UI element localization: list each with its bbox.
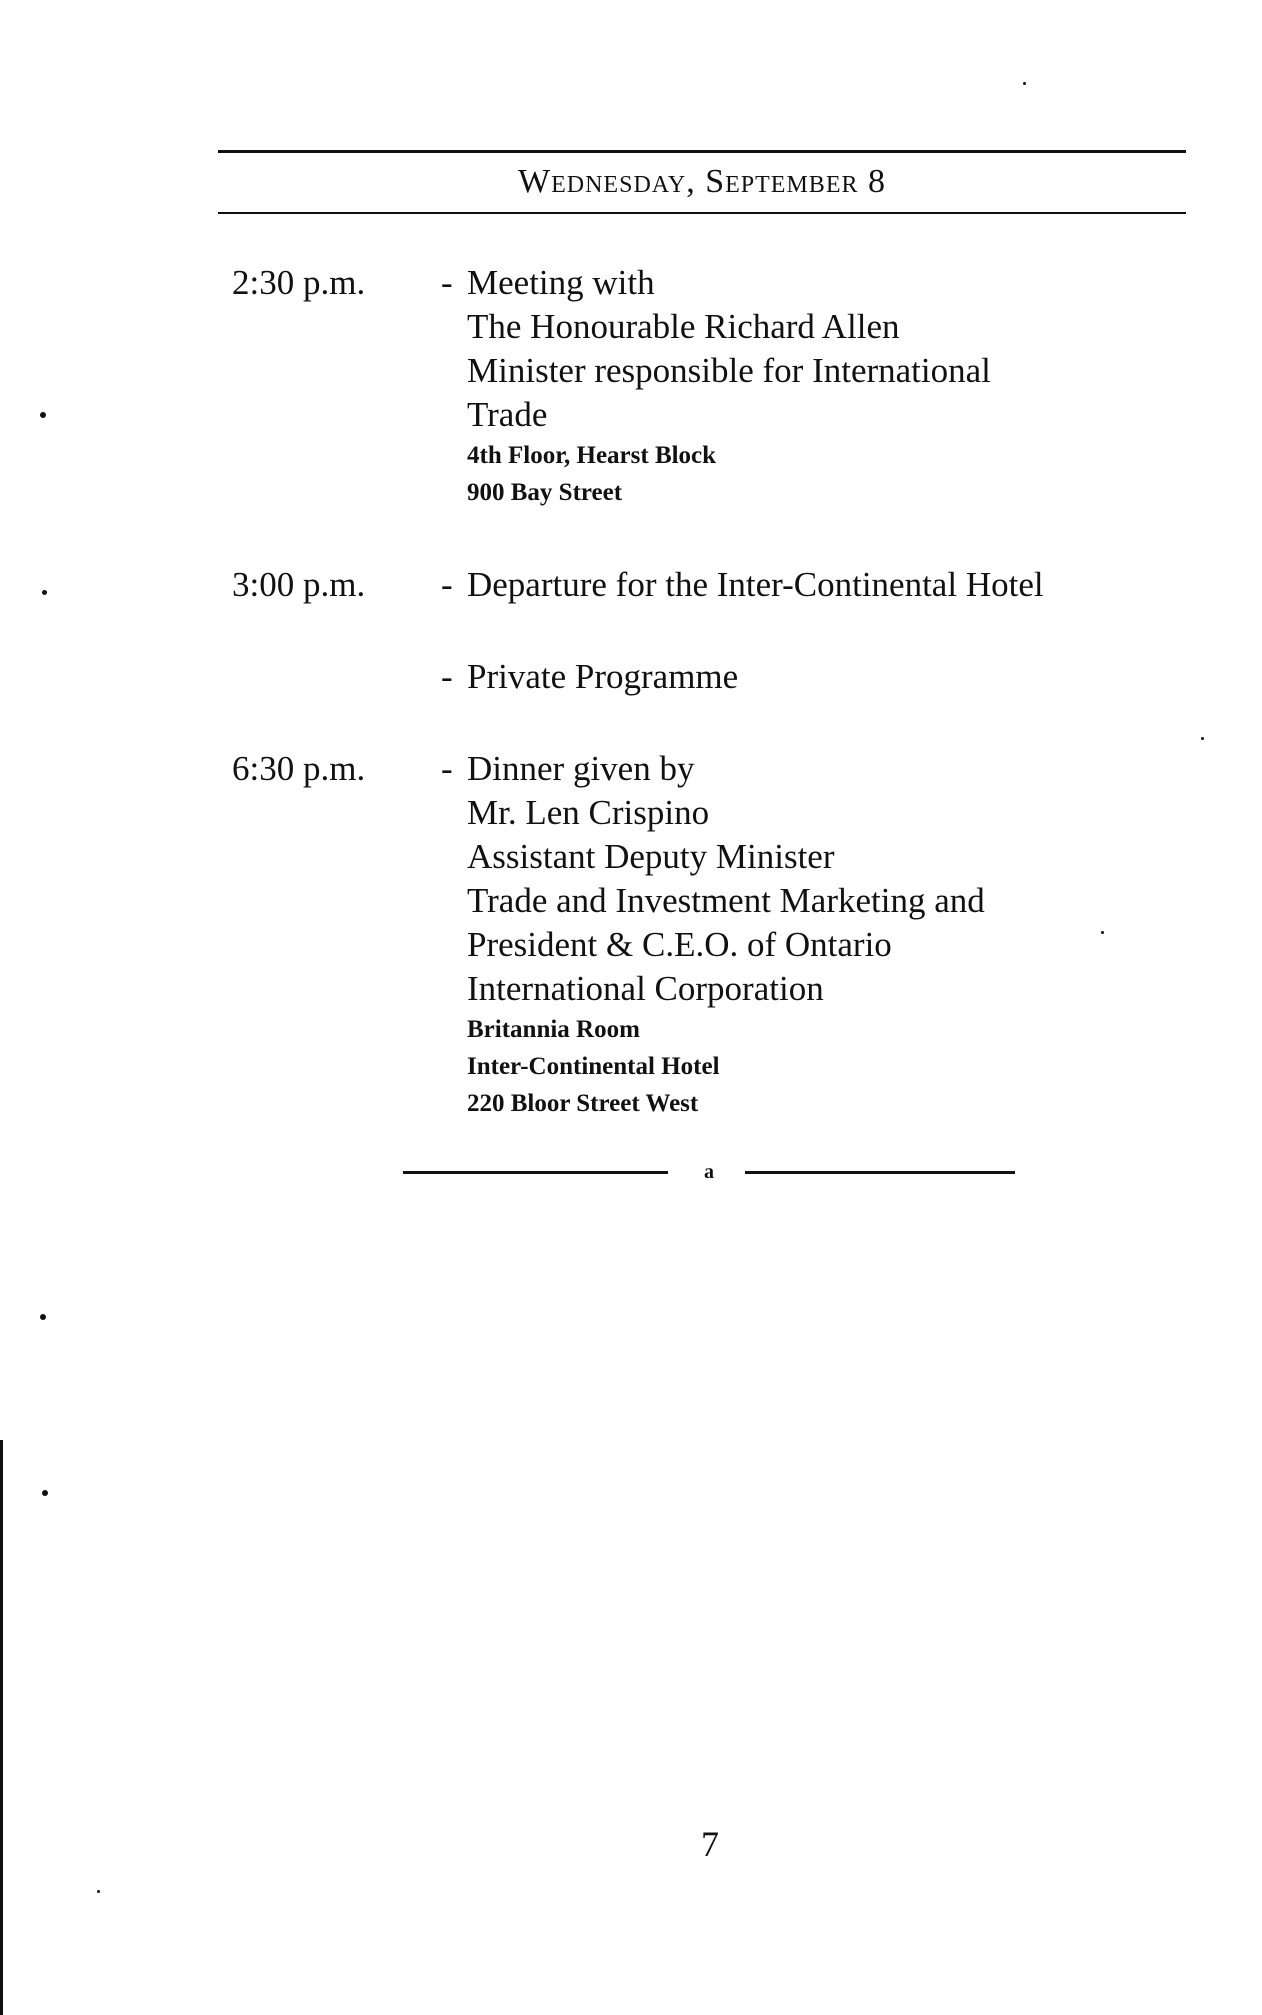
event-dash: -: [441, 565, 453, 604]
scan-speck: [42, 1490, 48, 1496]
schedule-event: [467, 261, 1187, 511]
page-number: 7: [701, 1824, 719, 1864]
scan-speck: [1101, 931, 1104, 934]
ornament-line-left: [403, 1171, 668, 1174]
event-line: Trade and Investment Marketing and: [467, 881, 985, 920]
heading-rule-bottom: [218, 212, 1186, 214]
schedule-event: [467, 747, 1187, 1122]
ornament-mark: a: [704, 1161, 714, 1183]
day-heading: Wednesday, September 8: [518, 163, 886, 200]
event-line: President & C.E.O. of Ontario: [467, 925, 892, 964]
scan-speck: [42, 590, 47, 595]
event-dash: -: [441, 263, 453, 302]
event-line: Mr. Len Crispino: [467, 793, 710, 832]
venue-line: 900 Bay Street: [467, 479, 623, 506]
event-line: Minister responsible for International: [467, 351, 991, 390]
scan-speck: [97, 1890, 100, 1893]
scan-speck: [40, 1314, 46, 1320]
scan-edge-line: [0, 1440, 3, 2015]
venue-line: Britannia Room: [467, 1016, 640, 1043]
schedule-time: 2:30 p.m.: [232, 263, 366, 302]
event-line: Departure for the Inter-Continental Hotel: [467, 565, 1044, 604]
event-line: Meeting with: [467, 263, 655, 302]
event-line: Assistant Deputy Minister: [467, 837, 835, 876]
event-line: Dinner given by: [467, 749, 695, 788]
event-dash: -: [441, 749, 453, 788]
venue-line: 4th Floor, Hearst Block: [467, 442, 717, 469]
event-line: International Corporation: [467, 969, 824, 1008]
event-line: The Honourable Richard Allen: [467, 307, 900, 346]
section-end-ornament: [403, 1160, 1015, 1184]
scan-speck: [1201, 737, 1204, 740]
ornament-line-right: [745, 1171, 1015, 1174]
event-dash: -: [441, 657, 453, 696]
event-line: Private Programme: [467, 657, 739, 696]
schedule-time: 6:30 p.m.: [232, 749, 366, 788]
scan-speck: [1023, 82, 1026, 85]
venue-line: Inter-Continental Hotel: [467, 1053, 720, 1080]
schedule-event: [467, 655, 1187, 699]
event-line: Trade: [467, 395, 548, 434]
schedule-event: [467, 563, 1187, 607]
schedule-time: 3:00 p.m.: [232, 565, 366, 604]
scan-speck: [40, 412, 46, 418]
venue-line: 220 Bloor Street West: [467, 1090, 699, 1117]
